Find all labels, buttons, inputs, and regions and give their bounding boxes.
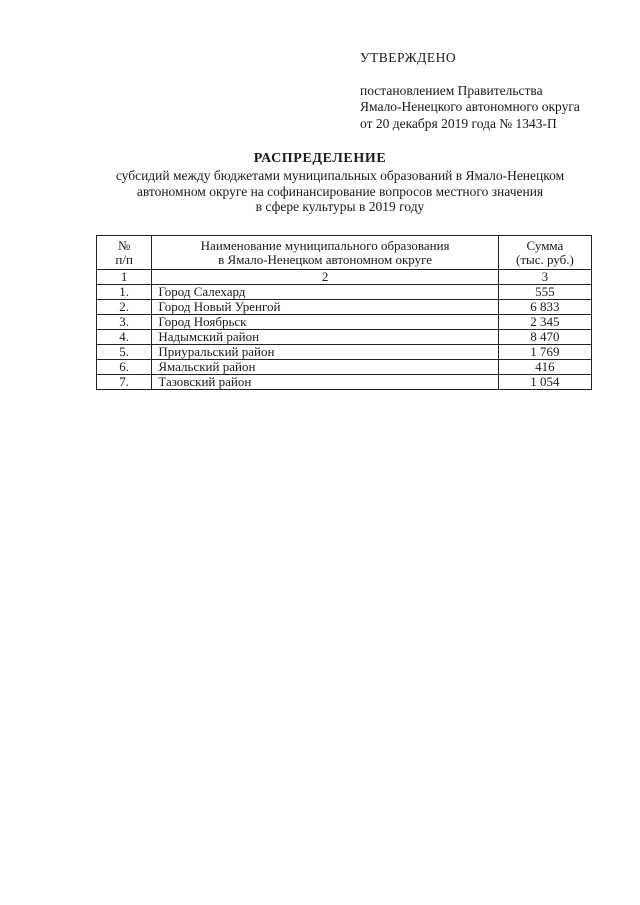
subtitle-line: субсидий между бюджетами муниципальных образований в Ямало-Ненецком bbox=[115, 168, 565, 183]
column-number: 1 bbox=[97, 270, 152, 285]
header-sum-line-2: (тыс. руб.) bbox=[515, 251, 574, 267]
row-sum: 555 bbox=[498, 285, 591, 300]
row-sum: 8 470 bbox=[498, 330, 591, 345]
row-sum: 6 833 bbox=[498, 300, 591, 315]
row-name: Приуральский район bbox=[152, 345, 498, 360]
row-name: Тазовский район bbox=[152, 375, 498, 390]
row-sum: 1 054 bbox=[498, 375, 591, 390]
subtitle-line: в сфере культуры в 2019 году bbox=[255, 199, 425, 214]
row-number: 1. bbox=[97, 285, 152, 300]
approval-line-2: Ямало-Ненецкого автономного округа bbox=[360, 99, 580, 114]
document-subtitle bbox=[60, 168, 620, 215]
header-name-line-2: в Ямало-Ненецком автономном округе bbox=[218, 251, 433, 267]
table-row bbox=[97, 330, 592, 345]
row-number: 2. bbox=[97, 300, 152, 315]
header-name bbox=[152, 236, 498, 270]
subtitle-line: автономном округе на софинансирование вопросов местного значения bbox=[136, 183, 544, 199]
header-sum-line-1: Сумма bbox=[526, 237, 564, 253]
row-number: 7. bbox=[97, 375, 152, 390]
approval-block bbox=[360, 50, 620, 132]
row-name: Ямальский район bbox=[152, 360, 498, 375]
table-row bbox=[97, 315, 592, 330]
row-name: Город Салехард bbox=[152, 285, 498, 300]
column-number: 2 bbox=[152, 270, 498, 285]
header-number bbox=[97, 236, 152, 270]
header-sum bbox=[498, 236, 591, 270]
header-number-line-1: № bbox=[117, 237, 131, 253]
row-number: 6. bbox=[97, 360, 152, 375]
table-header-row bbox=[97, 236, 592, 270]
approval-line-3: от 20 декабря 2019 года № 1343-П bbox=[360, 115, 557, 131]
row-name: Надымский район bbox=[152, 330, 498, 345]
header-number-line-2: п/п bbox=[115, 251, 133, 267]
table-row bbox=[97, 300, 592, 315]
table-row bbox=[97, 285, 592, 300]
row-name: Город Новый Уренгой bbox=[152, 300, 498, 315]
row-sum: 2 345 bbox=[498, 315, 591, 330]
row-sum: 416 bbox=[498, 360, 591, 375]
row-number: 5. bbox=[97, 345, 152, 360]
column-number-row bbox=[97, 270, 592, 285]
approval-line-1: постановлением Правительства bbox=[360, 82, 543, 98]
row-name: Город Ноябрьск bbox=[152, 315, 498, 330]
row-sum: 1 769 bbox=[498, 345, 591, 360]
document-title: РАСПРЕДЕЛЕНИЕ bbox=[253, 151, 387, 166]
row-number: 3. bbox=[97, 315, 152, 330]
approved-label: УТВЕРЖДЕНО bbox=[360, 50, 457, 65]
distribution-table bbox=[96, 235, 592, 390]
table-row bbox=[97, 360, 592, 375]
header-name-line-1: Наименование муниципального образования bbox=[200, 237, 450, 253]
column-number: 3 bbox=[498, 270, 591, 285]
table-row bbox=[97, 345, 592, 360]
table-row bbox=[97, 375, 592, 390]
row-number: 4. bbox=[97, 330, 152, 345]
